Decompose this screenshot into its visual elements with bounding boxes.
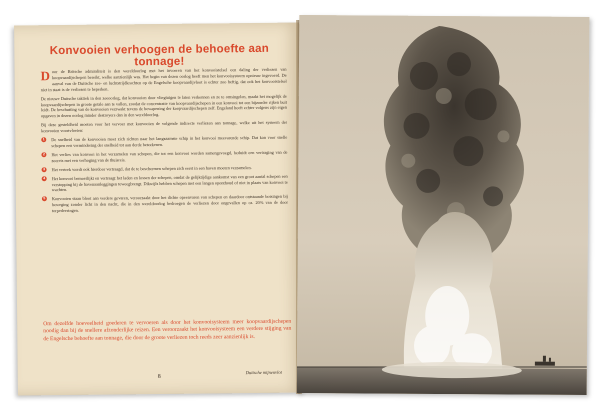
list-item: [42, 164, 288, 172]
photo-caption: Duitsche mijnenvlot: [245, 369, 282, 376]
list-item-text: Konvooien staan bloot aan verdere gevaren, veroorzaakt door het dichte opeenvaren van schepen en daardoor ontstaande botsingen bij beweging zonder licht in den nacht, die in den wereldoorlog bedroegen de verliezen door ongevallen op ca. 20% van de door torpedeeringen.: [51, 193, 288, 214]
list-item-text: Het vertrek wordt ook hierdoor vertraagd, dat de te beschermen schepen zich eerst in een haven moeten verzamelen.: [51, 164, 252, 172]
numbered-list: [41, 135, 288, 215]
paragraph-2: De nieuwe Duitsche taktiek in den zeeoorlog, dat konvooien door vliegtuigen te laten verkennen en ze te omsingelen, maakt het mogelijk de koopvaardijschepen in groote getale aan te vallen, zoodat de concentratie van koopvaardijschepen in een konvooi tot een bijzonder rijken buit leidt. De beschutting van de konvooien verzwakt tevens de bewapening der koopvaardijschepen zelf. Engeland heeft echter volgens zijn eigen opgaven in dezen oorlog minder destroyers dan in den wereldoorlog.: [40, 93, 287, 119]
list-item: [41, 135, 287, 149]
intro-paragraph: [41, 67, 287, 93]
page-number: 8: [157, 373, 161, 381]
number-bullet: 2: [42, 152, 45, 157]
open-booklet: [10, 14, 588, 394]
list-item: [42, 194, 288, 214]
intro-text: oor de Britsche admiraliteit is den wereldoorlog met het invoeren van het konvooistelsel een daling der verliezen van koopvaardijschepen bereikt, welke aanzienlijk was. Het begin van dezen oorlog heeft men het konvooisysteem opnieuw ingevoerd. De aanval van de Duitsche zee- en luchtstrijdkrachten op de Engelsche koopvaardijvloot is echter zoo heftig, dat ook het konvooistelsel niet in staat is de verliezen te beperken.: [40, 66, 287, 92]
list-item-text: Het konvooi bemoeilijkt en vertraagt het laden en lossen der schepen, omdat de gelijktijdige aankomst van een groot aantal schepen een verstopping bij de havenaanleggingen teweegbrengt. Dikwijls hebben schepen met een langen oponthoud of niet in plaats van konvooi te wachten.: [51, 173, 288, 193]
list-item-text: Het verlies van konvooi in het verzamelen van schepen, die tot een konvooi worden samengevoegd, beduidt een vertraging van de zeereis met een verhoging van de thuisreis.: [51, 149, 288, 163]
number-bullet: 4: [43, 175, 46, 180]
conclusion-paragraph: Om dezelfde hoeveelheid goederen te vervoeren als door het konvooisysteem meer koopvaardijschepen noodig dan bij de snellere afzonderlijke reizen. Een veroorzaakt het konvooisysteem een verdere stijging van de Engelsche behoefte aan tonnage, die door de groote verliezen toch reeds zeer aanzienlijk is.: [43, 318, 292, 343]
body-text: [41, 67, 289, 218]
right-page: [297, 15, 590, 395]
drop-cap: D: [40, 68, 51, 84]
number-bullet: 5: [43, 196, 46, 201]
page-heading: Konvooien verhoogen de behoefte aan tonnage!: [49, 42, 269, 69]
sea-explosion-photo: [297, 15, 590, 395]
left-page: [14, 23, 305, 396]
list-item: [41, 150, 287, 164]
list-item: [42, 173, 288, 193]
paragraph-3: Bij deze gesteldheid moeten voor het vervoer met konvooien de volgende indirecte verliezen aan tonnage, welke uit het systeem der konvooien voortvloeien:: [41, 119, 288, 134]
list-item-text: De snelheid van de konvooien moet zich richten naar het langzaamste schip in het konvooi meevarende schip. Dat kan voor snelle schepen een vermindering der snelheid tot aan derde beteekenen.: [51, 134, 288, 149]
number-bullet: 1: [42, 137, 45, 142]
number-bullet: 3: [43, 166, 46, 171]
